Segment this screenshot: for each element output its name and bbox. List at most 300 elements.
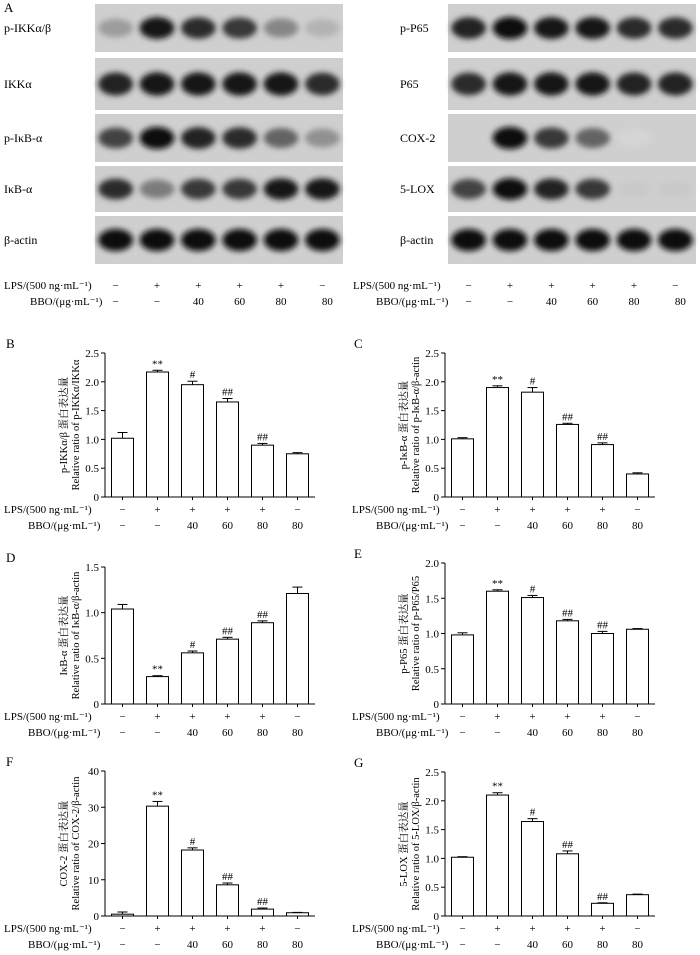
bar: [557, 424, 579, 497]
right-lps-mark: +: [548, 280, 555, 292]
right-blot-label: 5-LOX: [400, 182, 435, 196]
left-blot-band: [264, 178, 299, 199]
bbo-mark: 60: [222, 939, 233, 951]
bar: [557, 854, 579, 916]
right-blot-band: [658, 181, 693, 198]
bbo-mark: 60: [562, 520, 573, 532]
chart-b: [4, 336, 315, 532]
y-axis-label-cn: 5-LOX 蛋白表达量: [399, 801, 410, 887]
bar: [112, 438, 134, 497]
right-bbo-label: BBO/(μg·mL⁻¹): [376, 296, 449, 308]
left-blot-label: p-IKKα/β: [4, 21, 52, 35]
right-blot-band: [575, 17, 610, 39]
lps-label: LPS/(500 ng·mL⁻¹): [352, 711, 440, 723]
right-bbo-mark: 40: [545, 296, 557, 308]
lps-mark: +: [259, 923, 266, 935]
significance-mark: ##: [597, 430, 608, 443]
bbo-mark: 80: [292, 727, 303, 739]
left-blot-band: [222, 179, 257, 199]
bbo-mark: 60: [562, 727, 573, 739]
bbo-mark: 80: [597, 520, 608, 532]
right-blot-band: [493, 17, 528, 39]
lps-mark: −: [459, 711, 466, 723]
right-blot-band: [658, 72, 693, 95]
y-tick-label: 0.5: [425, 663, 439, 676]
y-tick-label: 1.0: [425, 853, 439, 866]
y-tick-label: 10: [88, 874, 99, 887]
chart-e: [352, 546, 655, 739]
right-blot-band: [534, 229, 569, 251]
y-tick-label: 1.0: [425, 434, 439, 447]
y-tick-label: 1.5: [85, 562, 99, 574]
lps-mark: +: [224, 711, 231, 723]
bar: [112, 914, 134, 916]
bbo-mark: −: [119, 727, 126, 739]
lps-mark: −: [294, 504, 301, 516]
left-bbo-mark: 60: [234, 296, 246, 308]
bbo-label: BBO/(μg·mL⁻¹): [28, 520, 101, 532]
y-tick-label: 2.5: [425, 348, 439, 360]
significance-mark: **: [492, 577, 503, 590]
left-blot-band: [140, 72, 175, 95]
bar: [557, 621, 579, 704]
right-blot-band: [575, 179, 610, 199]
y-tick-label: 2.5: [85, 348, 99, 360]
lps-mark: +: [529, 504, 536, 516]
left-blot-band: [181, 17, 216, 38]
bar: [592, 445, 614, 497]
left-blot-band: [181, 229, 216, 251]
bbo-mark: 80: [257, 727, 268, 739]
left-blot-band: [222, 72, 257, 95]
bbo-label: BBO/(μg·mL⁻¹): [28, 727, 101, 739]
y-tick-label: 1.5: [425, 593, 439, 606]
bbo-mark: −: [154, 939, 161, 951]
significance-mark: **: [152, 358, 163, 371]
significance-mark: ##: [222, 625, 233, 638]
right-blot-band: [575, 128, 610, 148]
lps-mark: +: [259, 504, 266, 516]
chart-f: [4, 754, 315, 951]
bbo-label: BBO/(μg·mL⁻¹): [376, 520, 449, 532]
bar: [592, 903, 614, 916]
left-lps-mark: +: [236, 280, 243, 292]
right-blot-label: P65: [400, 77, 419, 91]
significance-mark: #: [529, 583, 536, 596]
bar: [217, 639, 239, 704]
right-blot-band: [534, 178, 569, 199]
bar: [147, 677, 169, 704]
y-tick-label: 1.0: [425, 628, 439, 641]
y-axis-label-en: Relative ratio of p-P65/P65: [411, 575, 422, 692]
significance-mark: #: [189, 835, 196, 848]
right-blot-band: [451, 229, 486, 251]
left-blot-label: p-IκB-α: [4, 131, 43, 145]
y-axis-label-en: Relative ratio of IκB-α/β-actin: [71, 571, 82, 700]
lps-mark: −: [634, 504, 641, 516]
y-tick-label: 2.0: [425, 558, 439, 570]
significance-mark: ##: [562, 838, 573, 851]
bar: [627, 629, 649, 704]
left-blot-band: [222, 229, 257, 251]
y-axis-label-cn: IκB-α 蛋白表达量: [59, 595, 70, 676]
left-blot-band: [140, 229, 175, 251]
left-blot-band: [98, 128, 133, 149]
panel-letter: E: [354, 546, 362, 561]
right-blot-label: COX-2: [400, 131, 436, 145]
right-lps-mark: +: [589, 280, 596, 292]
significance-mark: ##: [562, 411, 573, 424]
bbo-mark: 40: [187, 520, 198, 532]
left-blot-label: β-actin: [4, 233, 38, 247]
bbo-mark: −: [494, 939, 501, 951]
y-tick-label: 1.5: [425, 824, 439, 837]
right-blot-band: [451, 179, 486, 199]
significance-mark: #: [529, 375, 536, 388]
right-blot-band: [617, 229, 652, 251]
bar: [627, 474, 649, 497]
right-blot-band: [575, 229, 610, 251]
left-blot-band: [181, 127, 216, 149]
left-bbo-mark: −: [112, 296, 119, 308]
right-blot-band: [451, 17, 486, 39]
right-bbo-mark: 60: [587, 296, 599, 308]
y-tick-label: 0: [433, 492, 439, 504]
left-blot-band: [305, 178, 340, 199]
y-axis-label-cn: p-P65 蛋白表达量: [399, 593, 410, 674]
left-blot-band: [181, 72, 216, 95]
lps-mark: +: [259, 711, 266, 723]
left-blot-band: [264, 18, 299, 37]
bbo-mark: 80: [292, 939, 303, 951]
significance-mark: #: [529, 806, 536, 819]
bbo-label: BBO/(μg·mL⁻¹): [376, 727, 449, 739]
right-lps-mark: +: [630, 280, 638, 292]
lps-mark: −: [634, 711, 641, 723]
bbo-mark: 60: [562, 939, 573, 951]
left-blot-band: [140, 17, 175, 39]
y-axis-label-en: Relative ratio of p-IKKα/IKKα: [71, 359, 82, 491]
y-tick-label: 0: [93, 699, 99, 711]
lps-mark: −: [119, 504, 126, 516]
right-bbo-mark: −: [465, 296, 472, 308]
left-blot-band: [222, 127, 257, 148]
lps-label: LPS/(500 ng·mL⁻¹): [352, 923, 440, 935]
left-blot-label: IκB-α: [4, 182, 33, 196]
y-tick-label: 0.5: [85, 653, 99, 666]
bbo-mark: 40: [527, 520, 538, 532]
y-tick-label: 20: [88, 838, 99, 851]
left-blot-band: [305, 19, 340, 37]
left-lps-mark: −: [112, 280, 119, 292]
right-bbo-mark: −: [506, 296, 514, 308]
right-bbo-mark: 80: [628, 296, 640, 308]
y-tick-label: 2.5: [425, 767, 439, 779]
significance-mark: **: [152, 663, 163, 676]
y-axis-label-cn: COX-2 蛋白表达量: [59, 800, 70, 887]
significance-mark: ##: [597, 619, 608, 632]
bar: [487, 388, 509, 497]
lps-mark: +: [494, 923, 501, 935]
bar: [592, 634, 614, 705]
significance-mark: **: [492, 373, 503, 386]
bbo-mark: −: [494, 520, 501, 532]
bbo-mark: 80: [597, 939, 608, 951]
lps-mark: +: [154, 711, 161, 723]
lps-mark: +: [599, 711, 606, 723]
y-axis-label-cn: p-IKKα/β 蛋白表达量: [59, 376, 70, 474]
bbo-mark: 80: [597, 727, 608, 739]
right-blot-band: [617, 17, 652, 38]
significance-mark: ##: [222, 871, 233, 884]
lps-mark: −: [634, 923, 641, 935]
significance-mark: **: [152, 789, 163, 802]
significance-mark: ##: [597, 890, 608, 903]
lps-mark: +: [529, 711, 536, 723]
right-blot-band: [534, 127, 569, 148]
bbo-mark: −: [494, 727, 501, 739]
bbo-mark: 60: [222, 520, 233, 532]
right-lps-mark: −: [465, 280, 472, 292]
left-blot-band: [98, 19, 133, 37]
right-blot-band: [534, 72, 569, 95]
bbo-mark: 80: [632, 939, 643, 951]
bbo-mark: −: [459, 939, 466, 951]
bar: [452, 439, 474, 497]
y-tick-label: 0: [433, 911, 439, 923]
y-tick-label: 2.0: [85, 376, 99, 389]
bar: [252, 445, 274, 497]
left-blot-band: [98, 229, 133, 251]
right-blot-band: [493, 178, 528, 200]
bar: [522, 598, 544, 704]
y-tick-label: 30: [88, 802, 99, 815]
left-blot-band: [305, 73, 340, 96]
y-tick-label: 0: [93, 492, 99, 504]
panel-letter: D: [6, 550, 16, 565]
left-blot-band: [140, 127, 175, 149]
bar: [182, 653, 204, 704]
left-bbo-mark: 80: [275, 296, 287, 308]
bbo-mark: −: [119, 520, 126, 532]
right-blot-band: [493, 229, 528, 251]
left-lps-label: LPS/(500 ng·mL⁻¹): [4, 280, 92, 292]
significance-mark: #: [189, 639, 196, 652]
left-bbo-mark: 80: [321, 296, 333, 308]
bbo-mark: 40: [187, 939, 198, 951]
right-blot-band: [493, 127, 528, 149]
bar: [452, 857, 474, 916]
y-tick-label: 1.5: [85, 405, 99, 418]
right-blot-band: [658, 17, 693, 38]
panel-letter: B: [6, 336, 15, 351]
significance-mark: ##: [257, 431, 268, 444]
bbo-label: BBO/(μg·mL⁻¹): [376, 939, 449, 951]
bbo-mark: 80: [632, 520, 643, 532]
right-blot-band: [617, 72, 652, 95]
bar: [252, 909, 274, 916]
bbo-mark: −: [154, 520, 161, 532]
bar: [287, 593, 309, 704]
left-blot-band: [98, 72, 133, 95]
chart-g: [352, 755, 655, 951]
western-blot-panel: [4, 0, 696, 308]
bar: [112, 609, 134, 704]
right-blot-band: [617, 130, 652, 147]
lps-mark: −: [459, 923, 466, 935]
lps-mark: +: [189, 711, 196, 723]
left-blot-band: [264, 72, 299, 95]
bbo-label: BBO/(μg·mL⁻¹): [28, 939, 101, 951]
bbo-mark: −: [459, 520, 466, 532]
significance-mark: ##: [257, 608, 268, 621]
right-blot-label: p-P65: [400, 21, 429, 35]
bar: [287, 454, 309, 497]
bbo-mark: 40: [527, 727, 538, 739]
y-axis-label-en: Relative ratio of COX-2/β-actin: [71, 776, 82, 911]
panel-letter: G: [354, 755, 364, 770]
bbo-mark: −: [154, 727, 161, 739]
bbo-mark: 80: [632, 727, 643, 739]
lps-label: LPS/(500 ng·mL⁻¹): [4, 923, 92, 935]
lps-mark: +: [564, 711, 571, 723]
bbo-mark: −: [119, 939, 126, 951]
left-lps-mark: +: [195, 280, 202, 292]
panel-letter-a: A: [4, 0, 14, 15]
chart-c: [352, 336, 655, 532]
right-blot-label: β-actin: [400, 233, 434, 247]
bar: [182, 385, 204, 497]
right-blot-band: [451, 73, 486, 96]
bbo-mark: 80: [292, 520, 303, 532]
right-blot-band: [493, 72, 528, 95]
lps-mark: +: [494, 504, 501, 516]
left-blot-band: [98, 179, 133, 200]
y-tick-label: 40: [88, 766, 99, 778]
lps-mark: −: [294, 711, 301, 723]
bar: [182, 850, 204, 916]
lps-mark: −: [119, 923, 126, 935]
left-blot-band: [264, 128, 299, 148]
lps-label: LPS/(500 ng·mL⁻¹): [352, 504, 440, 516]
lps-mark: +: [224, 923, 231, 935]
lps-mark: +: [189, 504, 196, 516]
bar: [487, 591, 509, 704]
lps-mark: +: [564, 504, 571, 516]
significance-mark: #: [189, 369, 196, 382]
y-tick-label: 1.5: [425, 405, 439, 418]
y-tick-label: 0: [433, 699, 439, 711]
lps-mark: −: [294, 923, 301, 935]
y-tick-label: 2.0: [425, 376, 439, 389]
bar: [522, 392, 544, 497]
right-blot-band: [658, 229, 693, 251]
significance-mark: ##: [257, 896, 268, 909]
chart-d: [4, 550, 315, 739]
right-lps-mark: −: [672, 280, 679, 292]
bbo-mark: 80: [257, 520, 268, 532]
right-blot-strip: [448, 114, 696, 162]
left-bbo-label: BBO/(μg·mL⁻¹): [30, 296, 103, 308]
bbo-mark: 40: [527, 939, 538, 951]
right-lps-mark: +: [506, 280, 514, 292]
panel-letter: F: [6, 754, 14, 769]
lps-mark: +: [154, 504, 161, 516]
bbo-mark: −: [459, 727, 466, 739]
lps-mark: +: [564, 923, 571, 935]
bar: [147, 372, 169, 497]
y-axis-label-en: Relative ratio of 5-LOX/β-actin: [411, 777, 422, 911]
lps-mark: +: [599, 504, 606, 516]
lps-mark: +: [494, 711, 501, 723]
left-blot-band: [305, 229, 340, 251]
y-axis-label-en: Relative ratio of p-IκB-α/β-actin: [411, 356, 422, 494]
lps-mark: +: [529, 923, 536, 935]
left-blot-band: [222, 17, 257, 38]
lps-mark: −: [119, 711, 126, 723]
bar: [487, 795, 509, 916]
bbo-mark: 80: [257, 939, 268, 951]
left-blot-label: IKKα: [4, 77, 32, 91]
lps-mark: −: [459, 504, 466, 516]
bbo-mark: 40: [187, 727, 198, 739]
panel-letter: C: [354, 336, 363, 351]
left-lps-mark: +: [153, 280, 161, 292]
left-bbo-mark: 40: [192, 296, 204, 308]
left-bbo-mark: −: [153, 296, 161, 308]
y-tick-label: 0: [93, 911, 99, 923]
bar: [217, 885, 239, 916]
y-tick-label: 1.0: [85, 607, 99, 620]
bar: [627, 895, 649, 916]
bar: [217, 402, 239, 497]
significance-mark: ##: [562, 607, 573, 620]
left-blot-band: [181, 179, 216, 199]
y-axis-label-cn: p-IκB-α 蛋白表达量: [399, 380, 410, 470]
right-blot-band: [575, 72, 610, 95]
lps-mark: +: [224, 504, 231, 516]
bar: [287, 913, 309, 916]
bar: [147, 806, 169, 916]
y-tick-label: 2.0: [425, 795, 439, 808]
bar: [522, 822, 544, 916]
lps-label: LPS/(500 ng·mL⁻¹): [4, 504, 92, 516]
significance-mark: ##: [222, 386, 233, 399]
right-lps-label: LPS/(500 ng·mL⁻¹): [353, 280, 441, 292]
left-blot-band: [305, 129, 340, 148]
left-lps-mark: +: [277, 280, 285, 292]
bar: [452, 635, 474, 704]
y-tick-label: 0.5: [85, 463, 99, 476]
bbo-mark: 60: [222, 727, 233, 739]
left-lps-mark: −: [319, 280, 326, 292]
bar-charts: [4, 336, 655, 951]
left-blot-band: [264, 229, 299, 251]
right-bbo-mark: 80: [674, 296, 686, 308]
y-tick-label: 1.0: [85, 434, 99, 447]
lps-mark: +: [189, 923, 196, 935]
y-tick-label: 0.5: [425, 882, 439, 895]
significance-mark: **: [492, 780, 503, 793]
right-blot-band: [617, 181, 652, 198]
left-blot-band: [140, 180, 175, 199]
lps-mark: +: [599, 923, 606, 935]
lps-mark: +: [154, 923, 161, 935]
bar: [252, 623, 274, 704]
y-tick-label: 0.5: [425, 463, 439, 476]
lps-label: LPS/(500 ng·mL⁻¹): [4, 711, 92, 723]
right-blot-band: [534, 17, 569, 39]
